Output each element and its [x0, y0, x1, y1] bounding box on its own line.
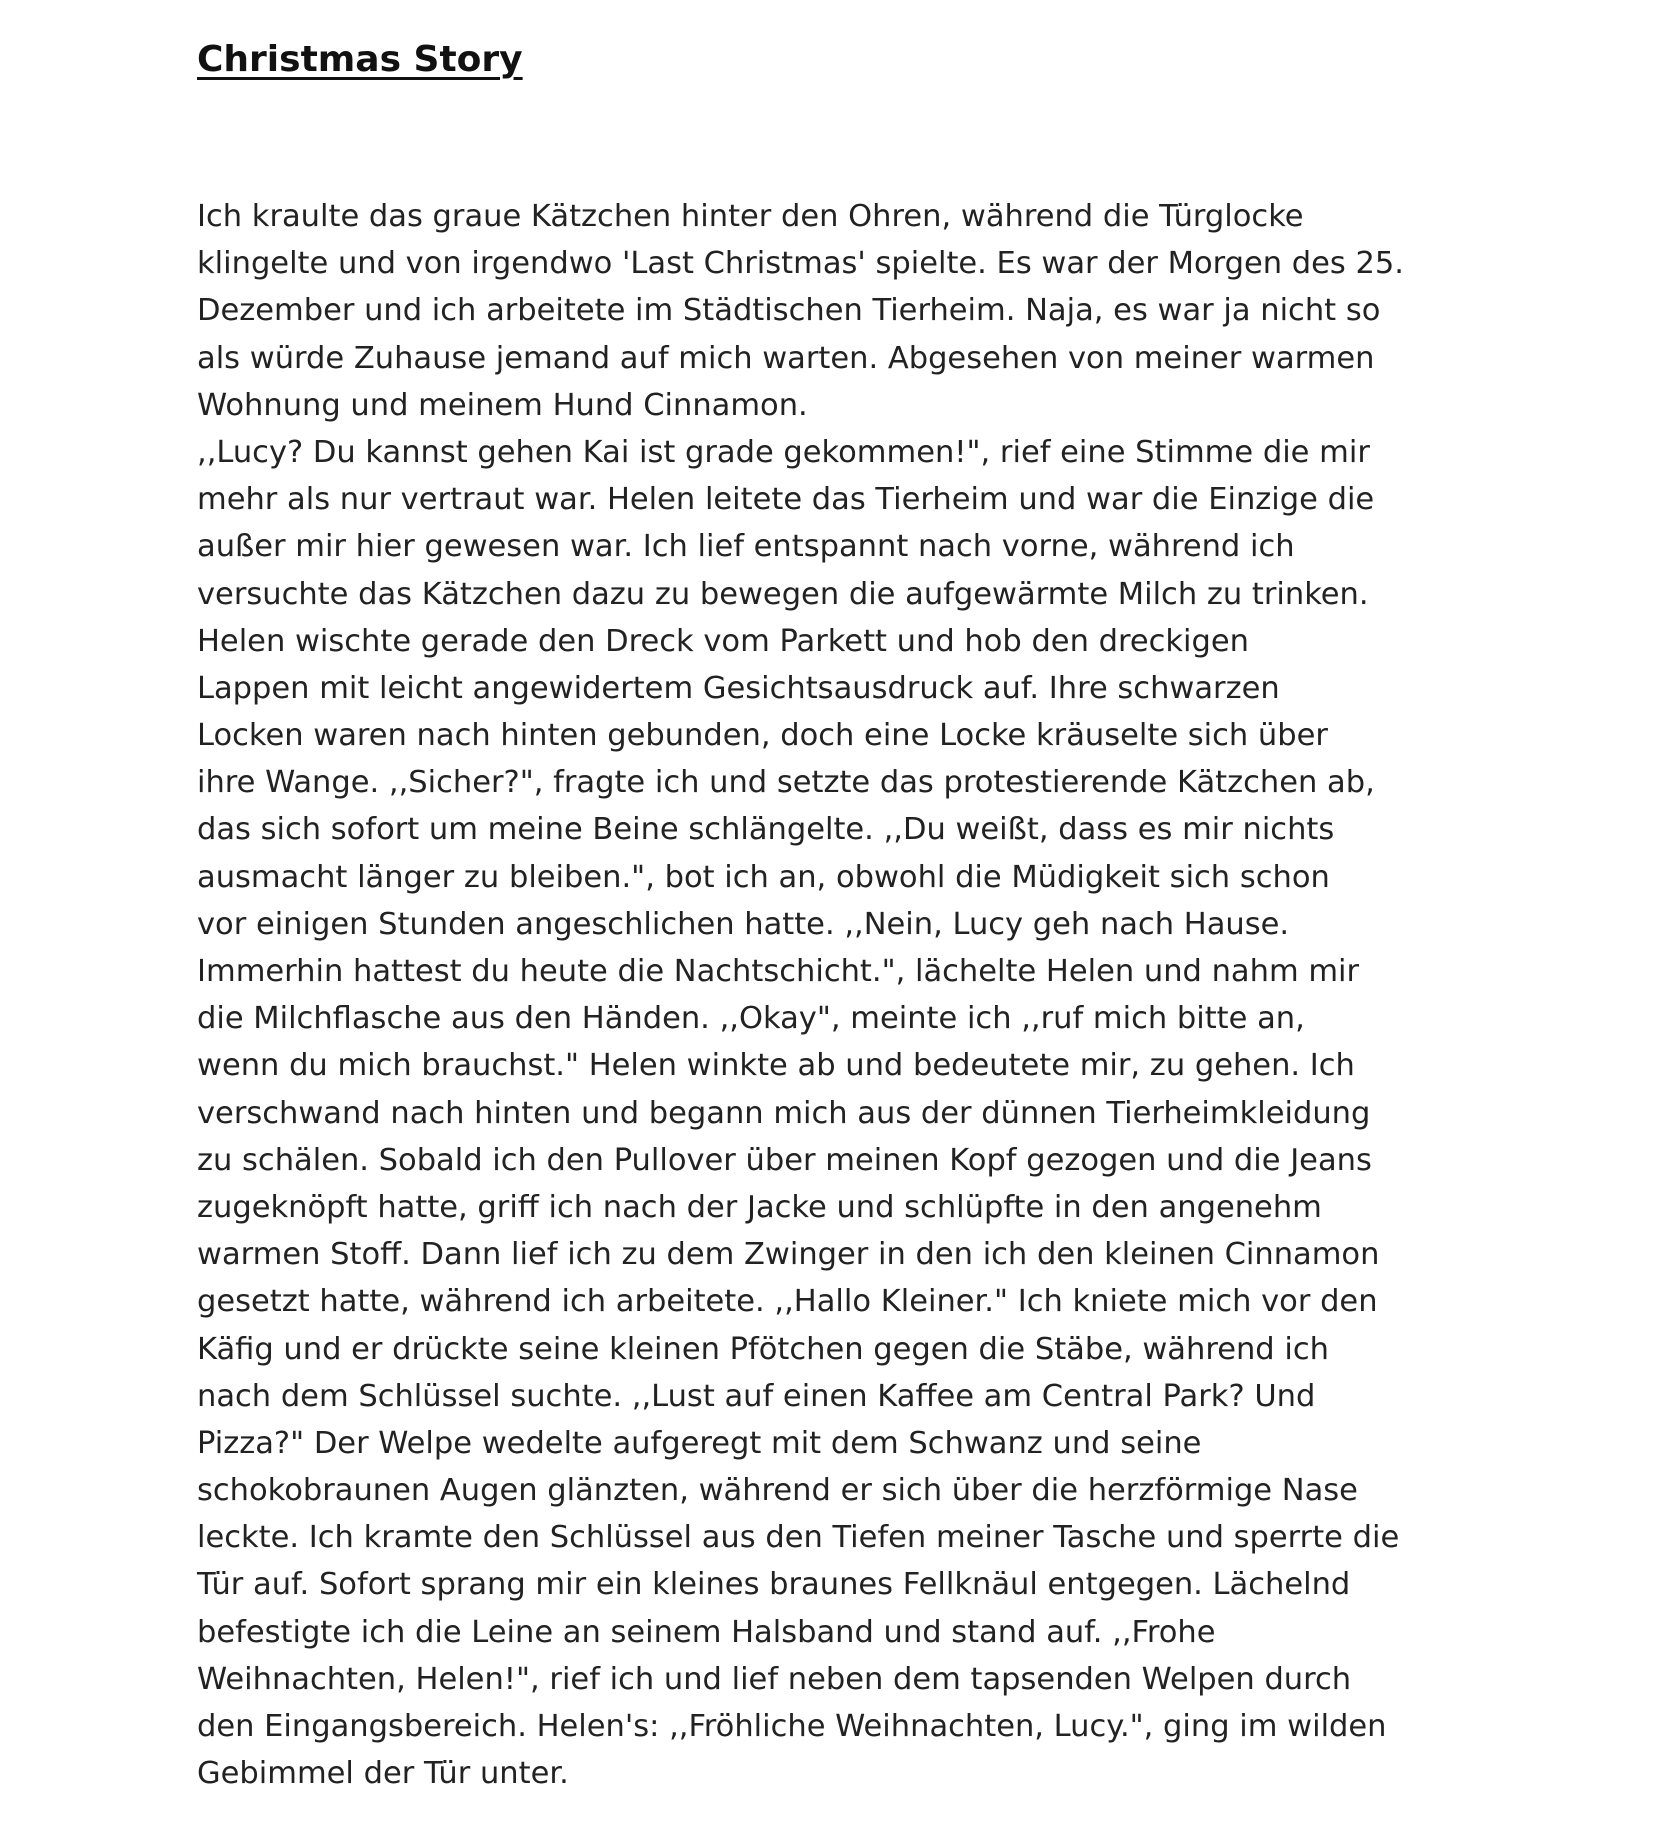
story-line: nach dem Schlüssel suchte. ,,Lust auf einen Kaffee am Central Park? Und — [197, 1378, 1316, 1414]
story-line: ausmacht länger zu bleiben.", bot ich an, obwohl die Müdigkeit sich schon — [197, 859, 1330, 895]
story-line: mehr als nur vertraut war. Helen leitete das Tierheim und war die Einzige die — [197, 482, 1375, 518]
document-title: Christmas Story — [197, 39, 523, 80]
story-line: die Milchflasche aus den Händen. ,,Okay", meinte ich ,,ruf mich bitte an, — [197, 1001, 1305, 1037]
story-line: Gebimmel der Tür unter. — [197, 1756, 569, 1792]
story-line: warmen Stoff. Dann lief ich zu dem Zwinger in den ich den kleinen Cinnamon — [197, 1237, 1380, 1273]
story-line: ihre Wange. ,,Sicher?", fragte ich und setzte das protestierende Kätzchen ab, — [197, 765, 1375, 801]
story-line: Lappen mit leicht angewidertem Gesichtsausdruck auf. Ihre schwarzen — [197, 670, 1280, 706]
story-line: das sich sofort um meine Beine schlängelte. ,,Du weißt, dass es mir nichts — [197, 812, 1335, 848]
story-line: Käfig und er drückte seine kleinen Pfötchen gegen die Stäbe, während ich — [197, 1331, 1329, 1367]
story-line: versuchte das Kätzchen dazu zu bewegen die aufgewärmte Milch zu trinken. — [197, 576, 1369, 612]
story-line: zu schälen. Sobald ich den Pullover über meinen Kopf gezogen und die Jeans — [197, 1142, 1372, 1178]
story-line: Helen wischte gerade den Dreck vom Parkett und hob den dreckigen — [197, 623, 1249, 659]
story-text — [197, 193, 1497, 1797]
story-line: als würde Zuhause jemand auf mich warten. Abgesehen von meiner warmen — [197, 340, 1375, 376]
story-line: befestigte ich die Leine an seinem Halsband und stand auf. ,,Frohe — [197, 1614, 1216, 1650]
story-line: Locken waren nach hinten gebunden, doch eine Locke kräuselte sich über — [197, 718, 1328, 754]
story-line: Wohnung und meinem Hund Cinnamon. — [197, 387, 808, 423]
story-line: außer mir hier gewesen war. Ich lief entspannt nach vorne, während ich — [197, 529, 1295, 565]
story-line: Immerhin hattest du heute die Nachtschicht.", lächelte Helen und nahm mir — [197, 954, 1360, 989]
story-line: gesetzt hatte, während ich arbeitete. ,,Hallo Kleiner." Ich kniete mich vor den — [197, 1284, 1378, 1320]
story-line: wenn du mich brauchst." Helen winkte ab und bedeutete mir, zu gehen. Ich — [197, 1048, 1355, 1084]
story-line: leckte. Ich kramte den Schlüssel aus den Tiefen meiner Tasche und sperrte die — [197, 1520, 1400, 1556]
story-line: Weihnachten, Helen!", rief ich und lief neben dem tapsenden Welpen durch — [197, 1661, 1352, 1697]
story-line: schokobraunen Augen glänzten, während er sich über die herzförmige Nase — [197, 1473, 1358, 1509]
story-line: ,,Lucy? Du kannst gehen Kai ist grade gekommen!", rief eine Stimme die mir — [197, 434, 1370, 470]
story-line: klingelte und von irgendwo 'Last Christmas' spielte. Es war der Morgen des 25. — [197, 246, 1404, 282]
story-line: Pizza?" Der Welpe wedelte aufgeregt mit dem Schwanz und seine — [197, 1425, 1202, 1461]
story-line: verschwand nach hinten und begann mich aus der dünnen Tierheimkleidung — [197, 1095, 1371, 1131]
story-line: Ich kraulte das graue Kätzchen hinter den Ohren, während die Türglocke — [197, 199, 1304, 234]
story-line: zugeknöpft hatte, griff ich nach der Jacke und schlüpfte in den angenehm — [197, 1189, 1322, 1225]
story-line: Dezember und ich arbeitete im Städtischen Tierheim. Naja, es war ja nicht so — [197, 293, 1381, 329]
story-line: Tür auf. Sofort sprang mir ein kleines braunes Fellknäul entgegen. Lächelnd — [197, 1567, 1351, 1603]
story-line: den Eingangsbereich. Helen's: ,,Fröhliche Weihnachten, Lucy.", ging im wilden — [197, 1709, 1387, 1744]
story-line: vor einigen Stunden angeschlichen hatte. ,,Nein, Lucy geh nach Hause. — [197, 906, 1290, 942]
